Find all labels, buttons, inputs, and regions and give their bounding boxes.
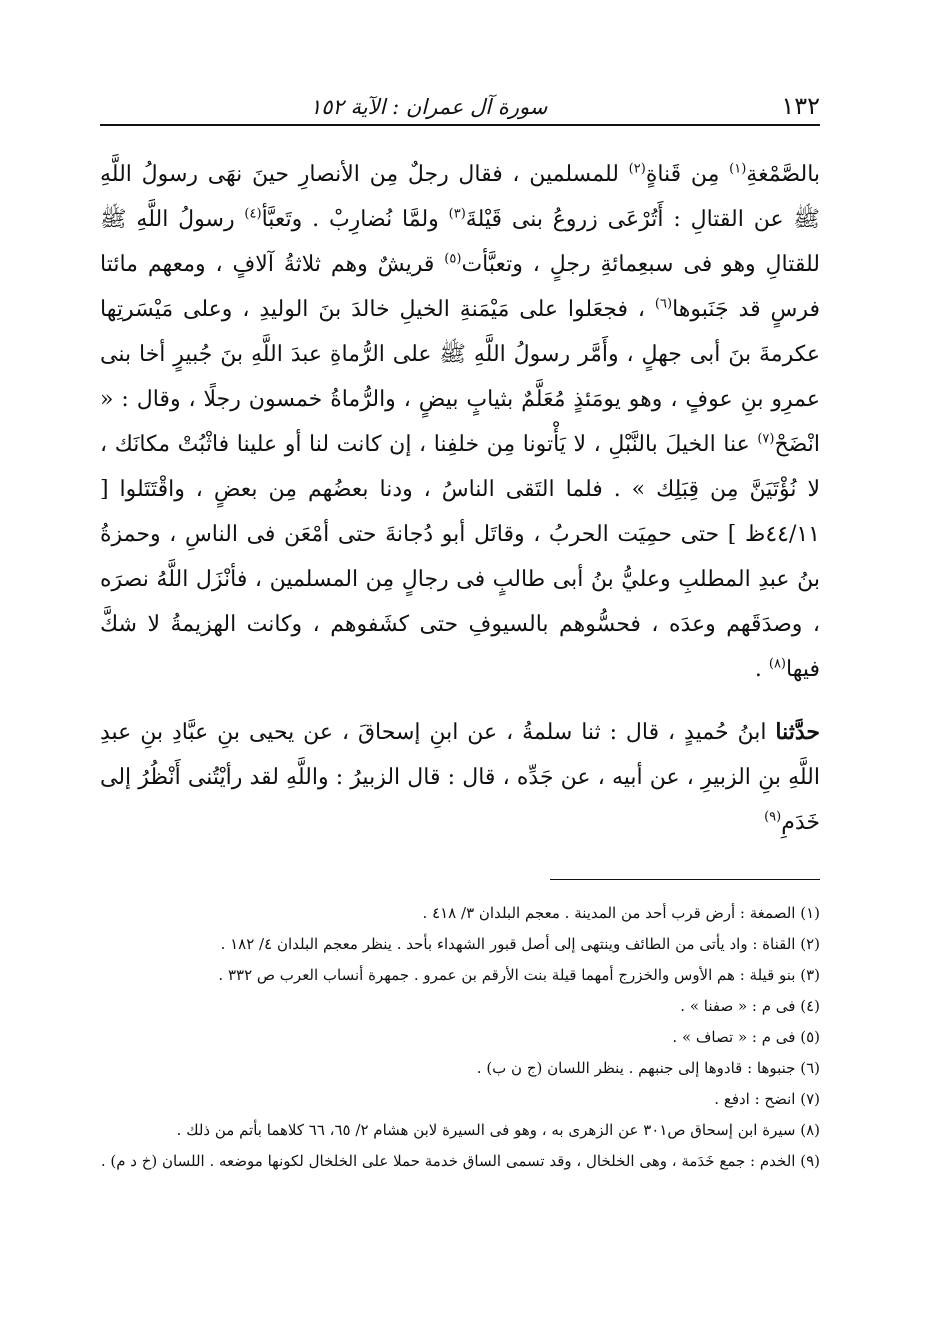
footnote-4: (٤) فى م : « صفنا » . [680,997,820,1015]
text-segment: رسولُ اللَّهِ ﷺ للقتالِ وهو فى سبعِمائةِ رجلٍ ، وتعبَّأت [100,207,820,277]
footnote-5: (٥) فى م : « تصاف » . [672,1028,820,1046]
footnote-8: (٨) سيرة ابن إسحاق ص٣٠١ عن الزهرى به ، وهو فى السيرة لابن هشام ٢/ ٦٥، ٦٦ كلاهما بأتم من ذلك . [176,1121,820,1139]
footnote-marker-9: (٩) [764,809,782,825]
footnote-marker-6: (٦) [654,296,673,312]
footnote-divider [550,879,820,880]
text-segment: عنا الخيلَ بالنَّبْلِ ، لا يَأْتونا مِن خلفِنا ، إن كانت لنا أو علينا فاثْبُتْ مكانَك ، لا نُؤْتَيَنَّ مِن قِبَلِك » . فلما التَقى الناسُ ، ودنا بعضُهم مِن بعضٍ ، واقْتَتَلوا [ ٤٤/١١ظ ] حتى حمِيَت الحربُ ، وقاتَل أبو دُجانةَ حتى أمْعَن فى الناسِ ، وحمزةُ بنُ عبدِ المطلبِ وعليُّ بنُ أبى طالبٍ فى رجالٍ مِن المسلمين ، فأنْزَل اللَّهُ نصرَه ، وصدَقَهم وعدَه ، فحسُّوهم بالسيوفِ حتى كشَفوهم ، وكانت الهزيمةُ لا شكَّ فيها [100,432,820,682]
running-header [100,70,820,126]
footnote-3: (٣) بنو قيلة : هم الأوس والخزرج أمهما قيلة بنت الأرقم بن عمرو . جمهرة أنساب العرب ص ٣٣٢ . [218,966,820,984]
footnote-marker-5: (٥) [444,251,462,267]
footnote-marker-3: (٣) [448,206,466,222]
text-segment: للمسلمين ، فقال رجلٌ مِن الأنصارِ حينَ نهَى رسولُ اللَّهِ ﷺ عن القتالِ : أَتُرْعَى زروعُ بنى قَيْلةَ [100,162,821,232]
footnote-7: (٧) انضح : ادفع . [714,1090,820,1108]
running-title: سورة آل عمران : الآية ١٥٢ [310,95,548,119]
paragraph-2 [100,710,820,845]
footnotes [100,898,820,1177]
text-segment: قريشٌ وهم ثلاثةُ آلافٍ ، ومعهم مائتا فرسٍ قد جَنَبوها [100,252,820,322]
text-segment: ، فجعَلوا على مَيْمَنةِ الخيلِ خالدَ بنَ الوليدِ ، وعلى مَيْسَرتِها عكرمةَ بنَ أبى جهلٍ ، وأَمَّر رسولُ اللَّهِ ﷺ على الرُّماةِ عبدَ اللَّهِ بنَ جُبيرٍ أخا بنى عمرِو بنِ عوفٍ ، وهو يومَئذٍ مُعَلَّمٌ بثيابٍ بيضٍ ، والرُّماةُ خمسون رجلًا ، وقال : « انْضَحْ [100,297,820,457]
text-segment: . [754,657,769,682]
paragraph-1 [100,152,820,692]
text-segment: ولمَّا نُضارِبْ . وتَعبَّأ [261,207,449,232]
text-segment: مِن قَناةٍ [645,162,730,187]
footnote-6: (٦) جنبوها : قادوها إلى جنبهم . ينظر اللسان (ج ن ب) . [476,1059,820,1077]
footnote-2: (٢) القناة : واد يأتى من الطائف وينتهى إلى أصل قبور الشهداء بأحد . ينظر معجم البلدان ٤/ ١٨٢ . [220,935,820,953]
footnote-marker-7: (٧) [757,431,775,447]
footnote-marker-1: (١) [729,161,747,177]
page-number: ١٣٢ [781,92,820,120]
text-segment: ابنُ حُميدٍ ، قال : ثنا سلمةُ ، عن ابنِ إسحاقَ ، عن يحيى بنِ عبَّادِ بنِ عبدِ اللَّهِ بنِ الزبيرِ ، عن أبيه ، عن جَدِّه ، قال : قال الزبيرُ : واللَّهِ لقد رأيْتُنى أَنْظُرُ إلى خَدَمِ [100,720,820,835]
footnote-marker-4: (٤) [244,206,262,222]
main-text [100,152,820,845]
footnote-9: (٩) الخدم : جمع خَدَمة ، وهى الخلخال ، وقد تسمى الساق خدمة حملا على الخلخال لكونها موضعه . اللسان (خ د م) . [100,1152,820,1170]
footnote-1: (١) الصمغة : أرض قرب أحد من المدينة . معجم البلدان ٣/ ٤١٨ . [422,904,820,922]
page [100,70,820,1310]
isnad-lead-word: حدَّثنا [775,719,820,745]
footnote-marker-8: (٨) [768,656,786,672]
text-segment: بالصَّمْغةِ [746,162,821,187]
footnote-marker-2: (٢) [628,161,646,177]
